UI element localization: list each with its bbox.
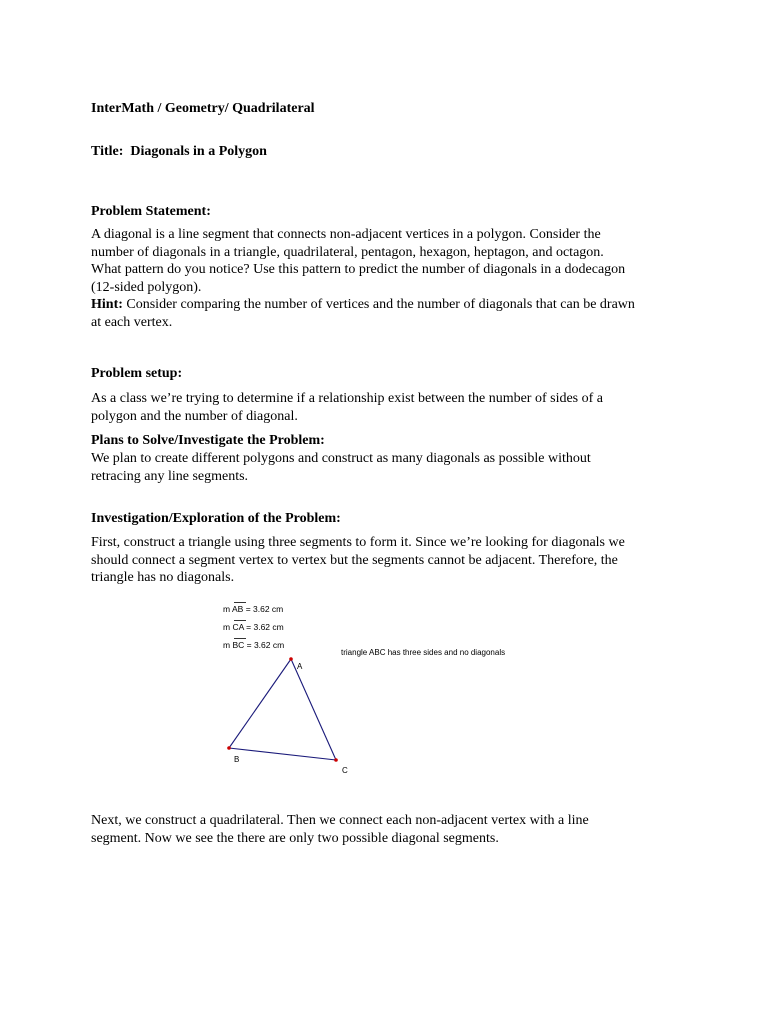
measurement-bc: m BC = 3.62 cm — [223, 640, 285, 650]
paragraph-line: Next, we construct a quadrilateral. Then we connect each non-adjacent vertex with a line — [91, 813, 589, 828]
page-title — [91, 143, 691, 161]
paragraph-line: polygon and the number of diagonal. — [91, 408, 298, 424]
investigation-body — [91, 534, 691, 587]
hint-line — [91, 296, 691, 314]
hint-text: Consider comparing the number of vertices and the number of diagonals that can be drawn — [122, 297, 635, 313]
next-paragraph — [91, 812, 691, 847]
side-ab — [229, 659, 291, 748]
plans-heading — [91, 432, 691, 450]
vertex-label-c: C — [342, 766, 348, 775]
paragraph-line: number of diagonals in a triangle, quadrilateral, pentagon, hexagon, heptagon, and octagon. — [91, 244, 604, 260]
paragraph-line: retracing any line segments. — [91, 468, 249, 484]
paragraph-line: segment. Now we see the there are only two possible diagonal segments. — [91, 830, 499, 846]
plans-label: Plans to Solve/Investigate the Problem: — [91, 433, 325, 448]
triangle-diagram — [215, 598, 575, 783]
paragraph-line: A diagonal is a line segment that connects non-adjacent vertices in a polygon. Consider the — [91, 227, 601, 242]
vertex-c-point — [334, 758, 338, 762]
paragraph-line: As a class we’re trying to determine if a relationship exist between the number of sides of a — [91, 391, 604, 406]
vertex-label-a: A — [297, 662, 303, 671]
title-text: Diagonals in a Polygon — [130, 144, 267, 159]
paragraph-line: What pattern do you notice? Use this pattern to predict the number of diagonals in a dodecagon — [91, 262, 626, 278]
problem-setup-body — [91, 390, 691, 425]
figure-caption: triangle ABC has three sides and no diagonals — [341, 648, 506, 657]
hint-label: Hint: — [91, 297, 123, 313]
side-bc — [229, 748, 336, 760]
paragraph-line: First, construct a triangle using three segments to form it. Since we’re looking for diagonals we — [91, 535, 625, 550]
hint-line: at each vertex. — [91, 314, 173, 330]
problem-setup-heading — [91, 365, 691, 383]
paragraph-line: should connect a segment vertex to vertex but the segments cannot be adjacent. Therefore, the — [91, 552, 618, 568]
segment-label-ca: CA — [232, 622, 244, 632]
investigation-label: Investigation/Exploration of the Problem: — [91, 511, 341, 526]
problem-statement-heading — [91, 203, 691, 221]
problem-statement-label: Problem Statement: — [91, 204, 211, 219]
vertex-label-b: B — [234, 755, 240, 764]
vertex-a-point — [289, 657, 293, 661]
triangle-figure — [215, 598, 575, 783]
plans-body — [91, 450, 691, 485]
title-label: Title: — [91, 144, 124, 159]
vertex-b-point — [227, 746, 231, 750]
measurement-ab: m AB = 3.62 cm — [223, 604, 284, 614]
paragraph-line: (12-sided polygon). — [91, 279, 202, 295]
problem-setup-label: Problem setup: — [91, 366, 183, 381]
breadcrumb-text: InterMath / Geometry/ Quadrilateral — [91, 101, 315, 116]
breadcrumb — [91, 100, 691, 118]
measurement-ca: m CA = 3.62 cm — [223, 622, 284, 632]
segment-label-ab: AB — [231, 604, 244, 614]
side-ca — [291, 659, 336, 760]
paragraph-line: triangle has no diagonals. — [91, 570, 235, 586]
problem-statement-body — [91, 226, 691, 332]
investigation-heading — [91, 510, 691, 528]
segment-label-bc: BC — [232, 640, 245, 650]
paragraph-line: We plan to create different polygons and construct as many diagonals as possible without — [91, 451, 591, 466]
